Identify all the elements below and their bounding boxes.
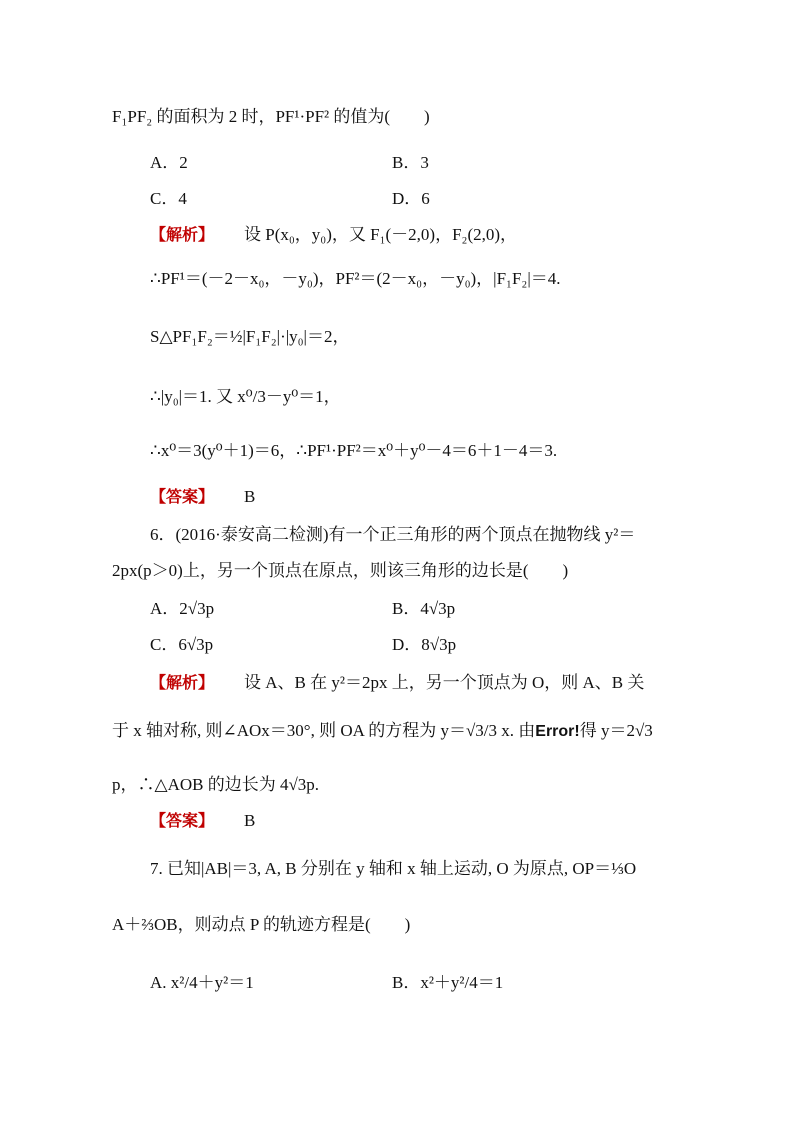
answer-value: B (244, 811, 256, 830)
analysis-line: 设 A、B 在 y²＝2px 上，另一个顶点为 O，则 A、B 关 (244, 673, 645, 692)
question-stem: A＋⅔OB，则动点 P 的轨迹方程是( ) (112, 915, 411, 934)
analysis-line: S△PF₁F₂＝½|F₁F₂|·|y₀|＝2， (150, 327, 350, 346)
option-a: A. x²/4＋y²＝1 (150, 973, 254, 992)
analysis-tag: 【解析】 (150, 673, 215, 692)
answer-value: B (244, 487, 256, 506)
answer-tag: 【答案】 (150, 487, 215, 506)
analysis-line: p，∴△AOB 的边长为 4√3p. (112, 775, 320, 794)
analysis-line: ∴PF¹＝(－2－x₀，－y₀)，PF²＝(2－x₀，－y₀)，|F₁F₂|＝4. (150, 269, 561, 288)
option-d: D．6 (392, 189, 430, 208)
analysis-tag: 【解析】 (150, 225, 215, 244)
question-stem: 7. 已知|AB|＝3, A, B 分别在 y 轴和 x 轴上运动, O 为原点, OP＝⅓O (150, 859, 637, 878)
question-stem: 2px(p＞0)上，另一个顶点在原点，则该三角形的边长是( ) (112, 561, 569, 580)
option-a: A．2 (150, 153, 188, 172)
option-b: B．3 (392, 153, 429, 172)
option-c: C．4 (150, 189, 187, 208)
option-d: D．8√3p (392, 635, 457, 654)
analysis-text: 得 y＝2√3 (579, 721, 653, 740)
question-stem: F₁PF₂ 的面积为 2 时，PF¹·PF² 的值为( ) (112, 107, 430, 126)
analysis-text: 于 x 轴对称, 则∠AOx＝30°, 则 OA 的方程为 y＝√3/3 x. 由 (112, 721, 536, 740)
analysis-line: ∴|y₀|＝1. 又 x⁰/3－y⁰＝1， (150, 387, 341, 406)
question-stem: 6．(2016·泰安高二检测)有一个正三角形的两个顶点在抛物线 y²＝ (150, 525, 636, 544)
analysis-line (112, 720, 653, 743)
analysis-line: 设 P(x₀，y₀)，又 F₁(－2,0)，F₂(2,0)， (244, 225, 518, 244)
option-b: B．4√3p (392, 599, 456, 618)
option-c: C．6√3p (150, 635, 214, 654)
option-b: B．x²＋y²/4＝1 (392, 973, 504, 992)
analysis-line: ∴x⁰＝3(y⁰＋1)＝6，∴PF¹·PF²＝x⁰＋y⁰－4＝6＋1－4＝3. (150, 441, 558, 460)
answer-tag: 【答案】 (150, 811, 215, 830)
option-a: A．2√3p (150, 599, 215, 618)
error-marker: Error! (535, 723, 580, 740)
